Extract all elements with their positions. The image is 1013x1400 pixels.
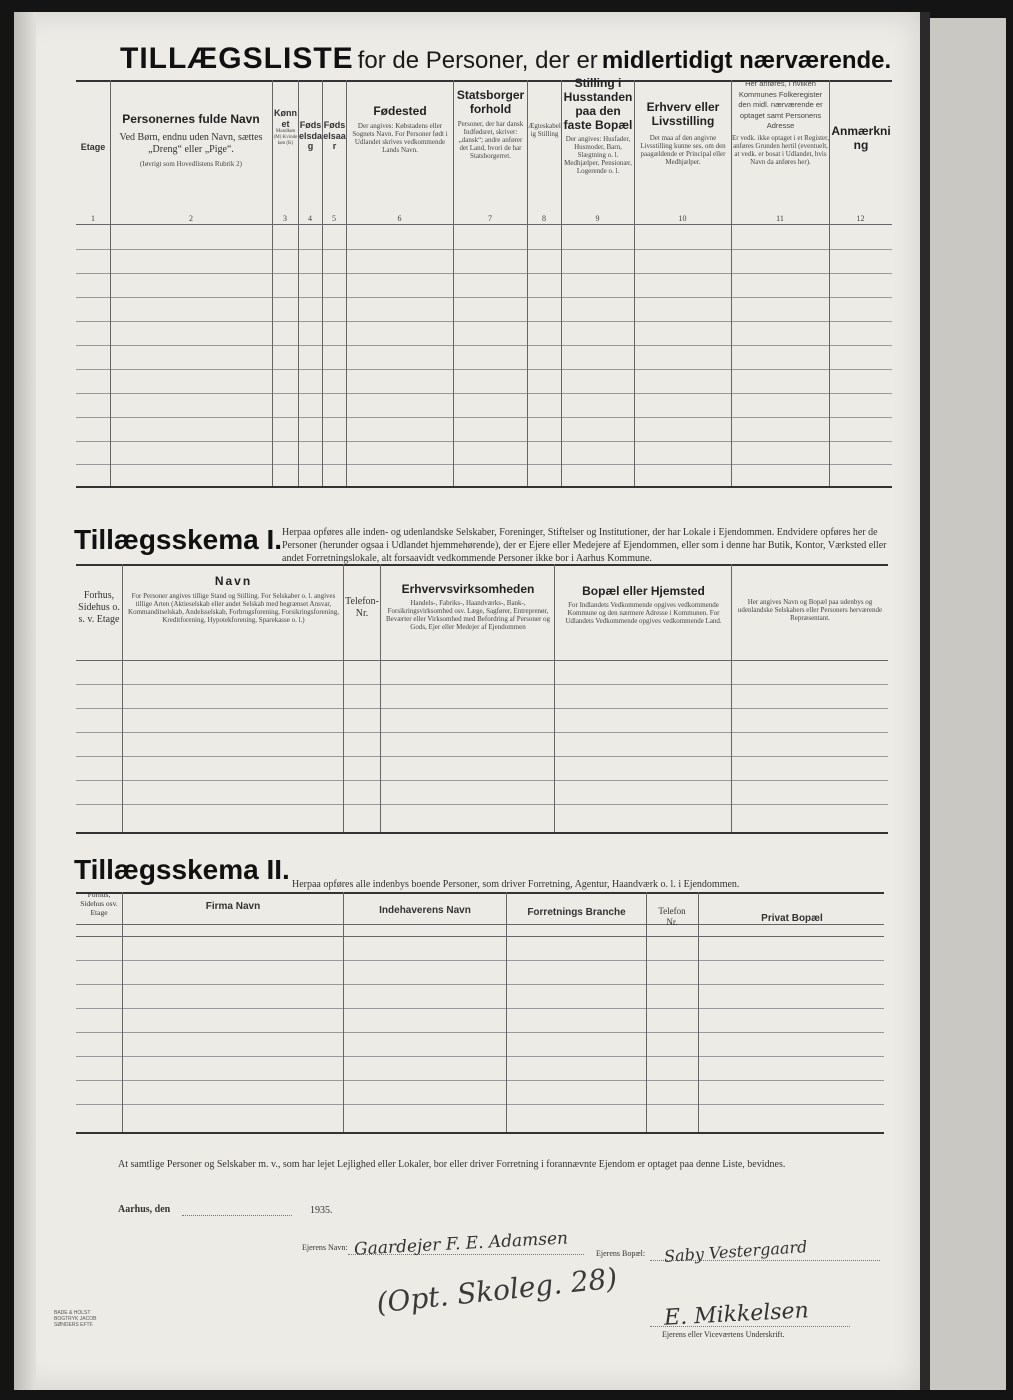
col-num-11: 11	[776, 214, 784, 223]
col-foedested: Fødested Der angives: Købstadens eller Sognets Navn. For Personer født i Udlandet skrives vedkommende Lands Navn.	[352, 104, 448, 154]
owner-name-label: Ejerens Navn:	[302, 1243, 348, 1252]
date-field	[182, 1215, 292, 1216]
skema1-col-telefon: Telefon-Nr.	[345, 596, 379, 619]
liste-title-main: TILLÆGSLISTE	[120, 42, 354, 75]
col-stilling-husstand: Stilling i Husstanden paa den faste Bopæl Der angives: Husfader, Husmoder, Barn, Slægtning o. l. Medhjælper, Pensionær, Logerende o. l.	[563, 76, 633, 175]
col-num-6: 6	[397, 214, 402, 223]
col-koennet: Kønnet Mandkøn (M) Kvindekøn (K)	[273, 108, 298, 146]
skema1-col-navn: Navn For Personer angives tillige Stand og Stilling. For Selskaber o. l. angives tillige Arten (Aktieselskab eller andet Selskab med begrænset Ansvar, Kommanditselskab, Andelsselskab, Forbrugsforening, Forsikringsforening, Kreditforening, Hypotekforening, Sparekasse o. l.)	[128, 574, 339, 624]
col-aegteskabelig: Ægteskabelig Stilling	[528, 122, 561, 138]
page-edge-shadow	[14, 12, 36, 1390]
signature: E. Mikkelsen	[663, 1298, 810, 1331]
col-num-12: 12	[856, 214, 865, 223]
col-num-8: 8	[542, 214, 546, 223]
skema2-col-etage: Forhus, Sidehus osv. Etage	[80, 890, 118, 917]
skema1-col-etage: Forhus, Sidehus o. s. v. Etage	[78, 590, 120, 625]
form-page	[14, 12, 920, 1390]
skema1-col-erhverv: Erhvervsvirksomheden Handels-, Fabriks-, Haandværks-, Bank-, Forsikringsvirksomhed osv. Læge, Sagfører, Entreprenør, Beværter eller Virksomhed med Befordring af Personer og Gods, Ejer eller Medejer af Ejendommen	[385, 582, 551, 631]
skema2-col-branche: Forretnings Branche	[527, 907, 626, 918]
signature-field	[650, 1326, 850, 1327]
skema1-title: Tillægsskema I.	[74, 524, 283, 555]
col-num-1: 1	[91, 214, 95, 223]
col-foedselsaar: Fødselsaar	[323, 120, 346, 151]
col-num-10: 10	[678, 214, 687, 223]
owner-name-value: Gaardejer F. E. Adamsen	[353, 1228, 569, 1260]
owner-address-label: Ejerens Bopæl:	[596, 1249, 646, 1258]
liste-title-bold: midlertidigt nærværende.	[601, 47, 892, 74]
skema2-col-telefon: Telefon Nr.	[658, 906, 686, 927]
skema2-intro: Herpaa opføres alle indenbys boende Personer, som driver Forretning, Agentur, Haandværk o. l. i Ejendommen.	[292, 879, 740, 890]
book-spine	[920, 12, 930, 1390]
col-anmaerkning: Anmærkning	[831, 124, 891, 152]
col-navn: Personernes fulde Navn Ved Børn, endnu uden Navn, sættes „Dreng“ eller „Pige“. (Iøvrigt som Hovedlistens Rubrik 2)	[119, 112, 263, 168]
skema1-col-bopael: Bopæl eller Hjemsted For Indlandets Vedkommende opgives vedkommende Kommune og den nærmere Adresse i Kommunen. For Udlandets Vedkommende opgives vedkommende Land.	[565, 584, 722, 625]
col-erhverv: Erhverv eller Livsstilling Det maa af den angivne Livsstilling kunne ses, om den paagældende er Principal eller Medhjælper.	[640, 100, 726, 166]
col-num-2: 2	[189, 214, 193, 223]
col-num-9: 9	[595, 214, 600, 223]
next-page-edge	[930, 18, 1006, 1390]
col-statsborger: Statsborgerforhold Personer, der har dansk Indfødsret, skriver: „dansk“; andre anfører det Land, hvori de har Statsborgerret.	[456, 88, 525, 160]
col-num-3: 3	[283, 214, 287, 223]
col-num-5: 5	[332, 214, 336, 223]
owner-address-value: Saby Vestergaard	[663, 1237, 808, 1266]
col-num-4: 4	[308, 214, 312, 223]
skema1-col-repraesentant: Her angives Navn og Bopæl paa udenbys og udenlandske Selskabers eller Personers herværende Repræsentant.	[737, 598, 883, 622]
handwritten-address-note: (Opt. Skoleg. 28)	[374, 1261, 619, 1320]
year-value: 1935.	[310, 1205, 333, 1216]
col-folkeregister: Her anføres, i hvilken Kommunes Folkeregister den midl. nærværende er optaget samt Personens Adresse Er vedk. ikke optaget i et Register, anføres Grunden hertil (eventuelt, at vedk. er bosat i Udlandet, hvis Navn da anføres her).	[732, 79, 829, 166]
col-etage: Etage	[80, 142, 106, 152]
skema2-title: Tillægsskema II.	[74, 854, 290, 885]
col-num-7: 7	[488, 214, 492, 223]
liste-title	[120, 42, 891, 76]
place-label: Aarhus, den	[118, 1204, 171, 1215]
certify-statement: At samtlige Personer og Selskaber m. v., som har lejet Lejlighed eller Lokaler, bor eller driver Forretning i forannævnte Ejendom er optaget paa denne Liste, bevidnes.	[118, 1159, 786, 1170]
skema2-col-indehaver: Indehaverens Navn	[379, 905, 471, 916]
skema2-col-bopael: Privat Bopæl	[761, 913, 823, 924]
printer-imprint: BADE & HOLST BOGTRYK JACOB SØNDERS EFTF.	[54, 1310, 97, 1328]
col-foedselsdag: Fødselsdag	[299, 120, 323, 151]
liste-title-rest: for de Personer, der er	[357, 47, 598, 74]
signature-label: Ejerens eller Viceværtens Underskrift.	[662, 1330, 785, 1339]
skema2-col-firma: Firma Navn	[205, 901, 261, 912]
skema1-intro: Herpaa opføres alle inden- og udenlandske Selskaber, Foreninger, Stiftelser og Institutioner, der har Lokale i Ejendommen. Endvidere opføres her de Personer (herunder ogsaa i Udlandet hjemmehørende), der er Ejere eller Medejere af Ejendommen, eller som i denne har Butik, Kontor, Værksted eller andet Forretningslokale, alt forsaavidt vedkommende Personer ikke bor i Aarhus Kommune.	[282, 527, 887, 564]
